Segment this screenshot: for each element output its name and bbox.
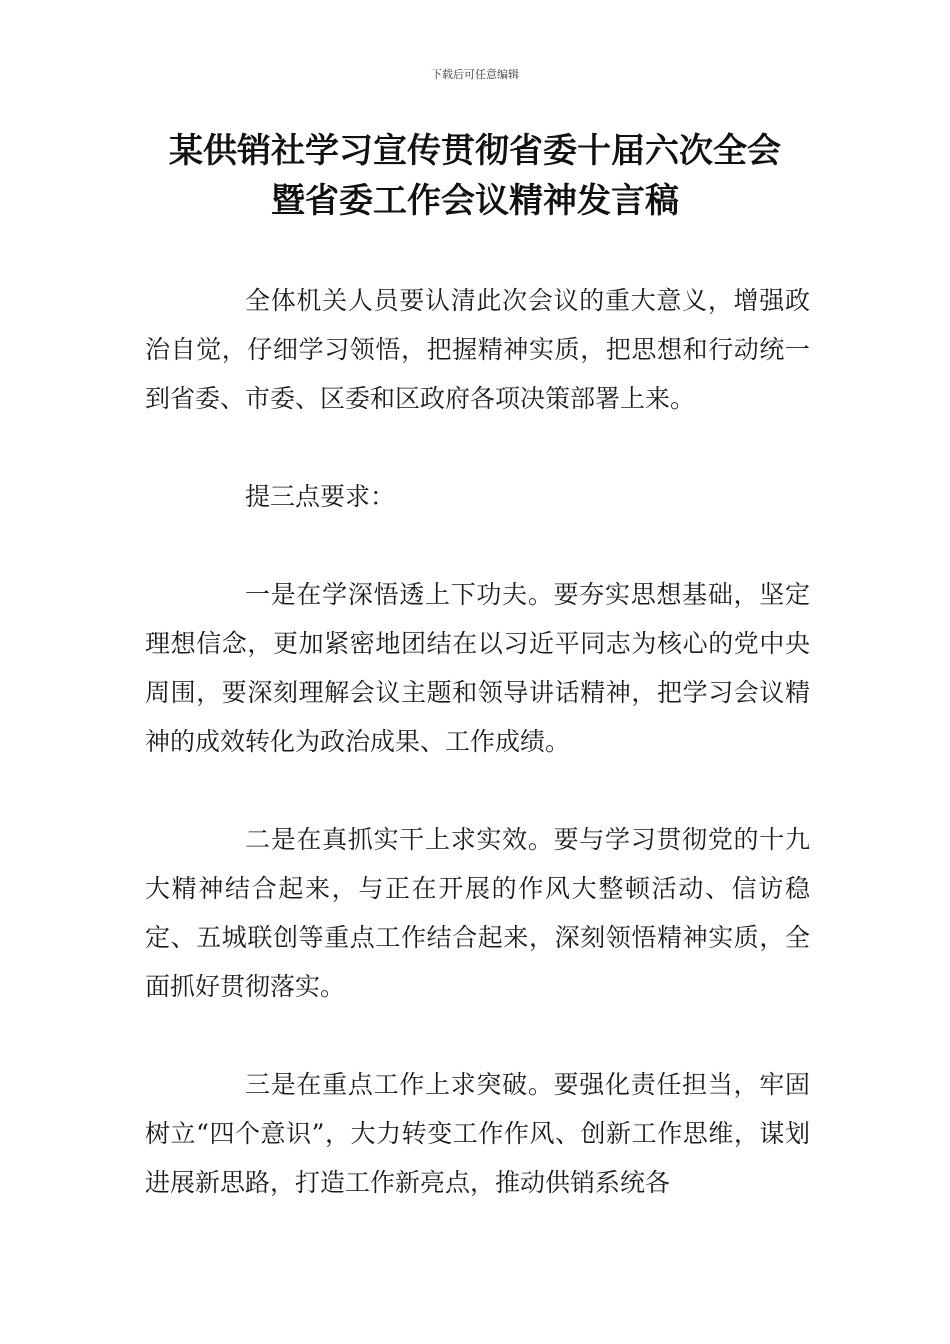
header-note: 下载后可任意编辑	[431, 68, 519, 81]
paragraph-requirements-heading: 提三点要求：	[245, 482, 396, 511]
paragraph-intro: 全体机关人员要认清此次会议的重大意义，增强政治自觉，仔细学习领悟，把握精神实质，把思想和行动统一到省委、市委、区委和区政府各项决策部署上来。	[145, 286, 810, 413]
document-title	[60, 126, 890, 226]
title-line-1: 某供销社学习宣传贯彻省委十届六次全会	[169, 131, 781, 171]
document-body	[145, 276, 810, 1256]
paragraph-point-two: 二是在真抓实干上求实效。要与学习贯彻党的十九大精神结合起来，与正在开展的作风大整顿活动、信访稳定、五城联创等重点工作结合起来，深刻领悟精神实质，全面抓好贯彻落实。	[145, 825, 810, 1001]
title-line-2: 暨省委工作会议精神发言稿	[271, 181, 679, 221]
paragraph-point-three: 三是在重点工作上求突破。要强化责任担当，牢固树立“四个意识”，大力转变工作作风、创新工作思维，谋划进展新思路，打造工作新亮点，推动供销系统各	[145, 1070, 810, 1197]
paragraph-point-one: 一是在学深悟透上下功夫。要夯实思想基础，坚定理想信念，更加紧密地团结在以习近平同志为核心的党中央周围，要深刻理解会议主题和领导讲话精神，把学习会议精神的成效转化为政治成果、工作成绩。	[145, 580, 810, 756]
